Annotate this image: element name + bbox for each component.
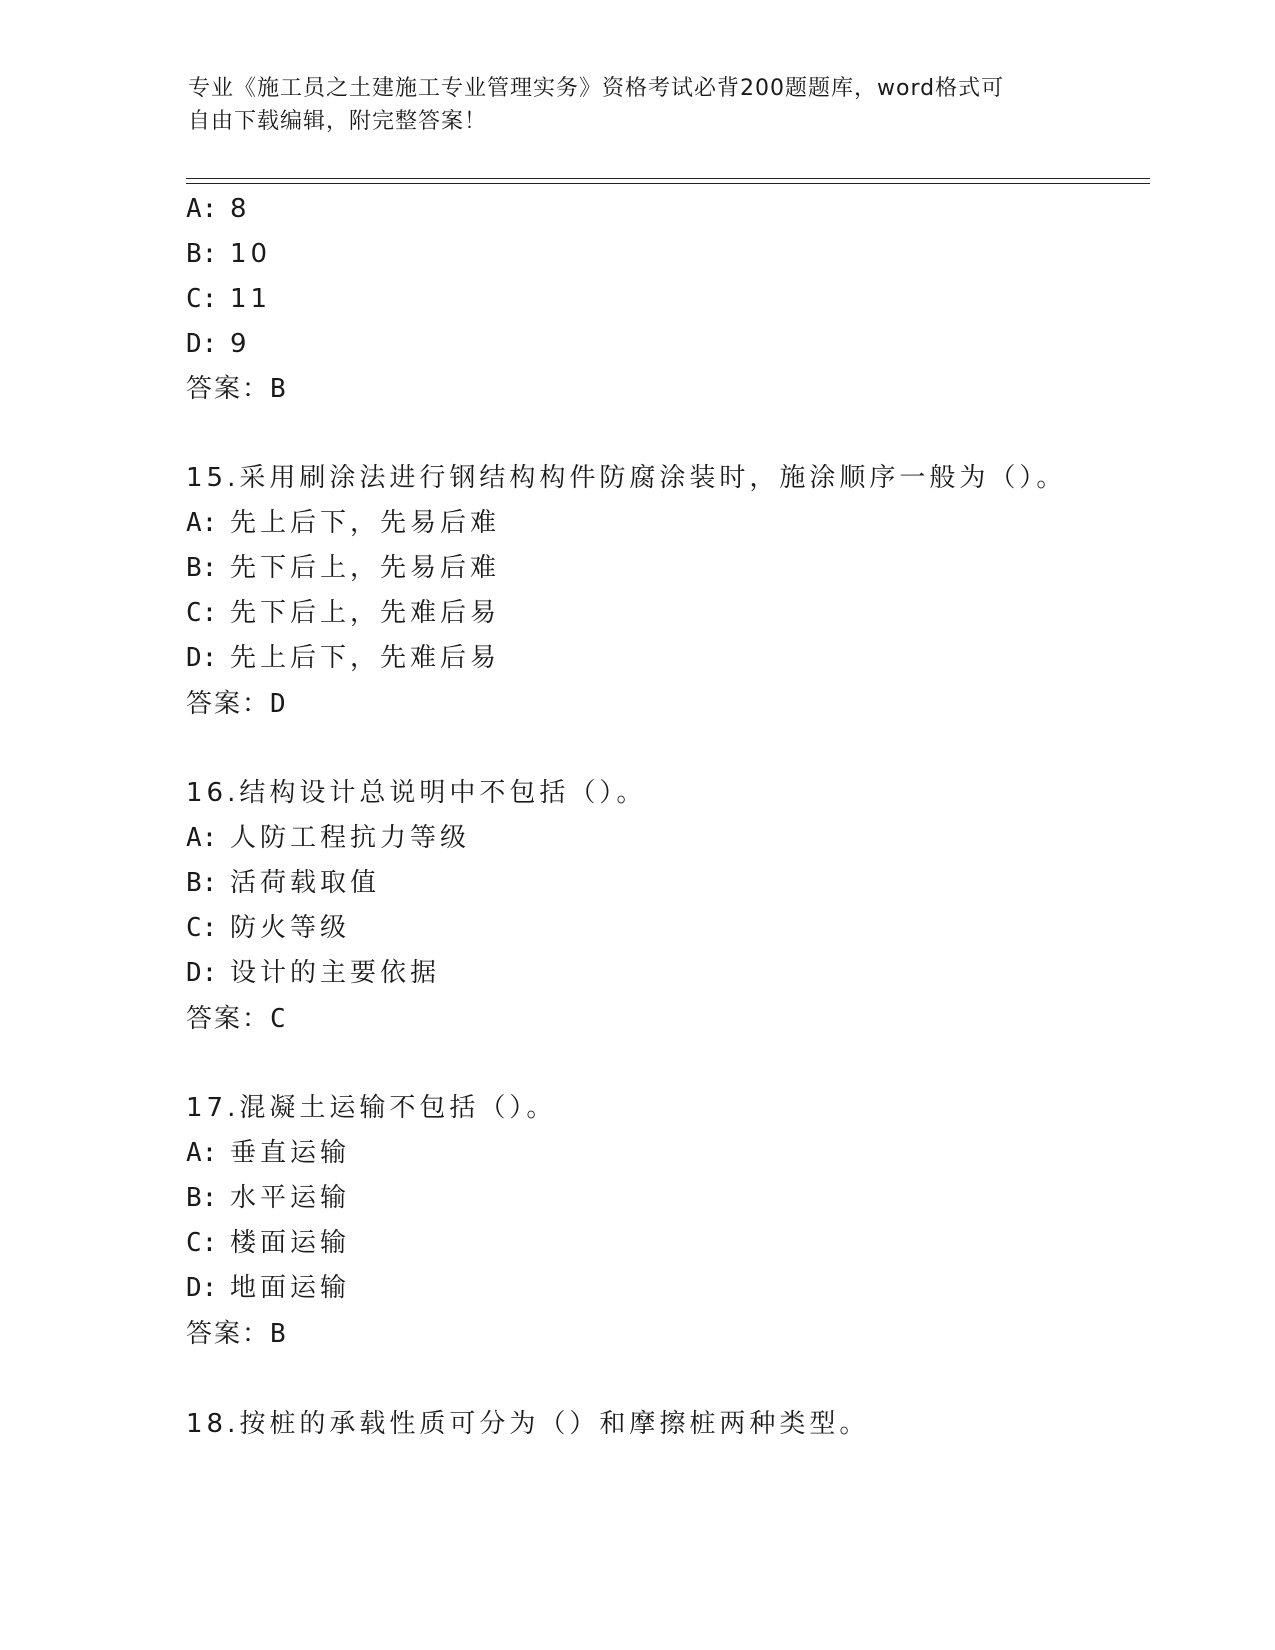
q15-question: 15.采用刷涂法进行钢结构构件防腐涂装时，施涂顺序一般为（）。 (186, 463, 1067, 493)
option-text: 人防工程抗力等级 (230, 823, 471, 853)
option-key: C: (186, 1228, 218, 1258)
q17-option-c (186, 1227, 350, 1259)
option-text: 活荷载取值 (230, 868, 381, 898)
option-key: A: (186, 823, 218, 853)
q14-answer (186, 373, 286, 405)
option-text: 楼面运输 (230, 1228, 351, 1258)
option-key: B: (186, 1183, 218, 1213)
answer-label: 答案： (186, 1004, 271, 1034)
option-text: 9 (230, 329, 251, 359)
option-text: 先上后下，先易后难 (230, 508, 501, 538)
option-key: C: (186, 284, 218, 314)
option-text: 设计的主要依据 (230, 958, 441, 988)
option-text: 水平运输 (230, 1183, 351, 1213)
q17-option-a (186, 1137, 350, 1169)
document-header (188, 72, 1068, 138)
answer-label: 答案： (186, 374, 271, 404)
option-key: A: (186, 194, 218, 224)
answer-value: B (270, 374, 286, 404)
q15-answer (186, 688, 286, 720)
option-key: B: (186, 868, 218, 898)
q17-question: 17.混凝土运输不包括（）。 (186, 1093, 557, 1123)
option-text: 先下后上，先难后易 (230, 598, 501, 628)
header-line-2: 自由下载编辑，附完整答案！ (188, 109, 488, 134)
q18-question: 18.按桩的承载性质可分为（）和摩擦桩两种类型。 (186, 1409, 870, 1439)
q15-option-c (186, 597, 500, 629)
option-text: 防火等级 (230, 913, 351, 943)
answer-value: D (270, 689, 286, 719)
option-text: 先上后下，先难后易 (230, 643, 501, 673)
answer-value: B (270, 1319, 286, 1349)
option-key: B: (186, 239, 218, 269)
header-rule-top (186, 178, 1150, 179)
q15-option-d (186, 642, 500, 674)
q16-option-a (186, 822, 470, 854)
q14-option-b (186, 238, 271, 270)
option-text: 先下后上，先易后难 (230, 553, 501, 583)
option-key: D: (186, 643, 218, 673)
option-key: A: (186, 1138, 218, 1168)
answer-value: C (270, 1004, 286, 1034)
option-key: D: (186, 1273, 218, 1303)
q14-option-c (186, 283, 271, 315)
answer-label: 答案： (186, 689, 271, 719)
q14-option-a (186, 193, 251, 225)
option-key: A: (186, 508, 218, 538)
q15-option-a (186, 507, 500, 539)
option-key: C: (186, 598, 218, 628)
option-key: D: (186, 958, 218, 988)
q17-answer (186, 1318, 286, 1350)
q16-answer (186, 1003, 286, 1035)
q16-option-c (186, 912, 350, 944)
q17-option-d (186, 1272, 350, 1304)
q16-option-b (186, 867, 380, 899)
option-key: C: (186, 913, 218, 943)
header-rule-bottom (186, 183, 1150, 184)
option-key: D: (186, 329, 218, 359)
option-text: 10 (230, 239, 272, 269)
option-text: 11 (230, 284, 272, 314)
option-text: 地面运输 (230, 1273, 351, 1303)
option-key: B: (186, 553, 218, 583)
q16-option-d (186, 957, 440, 989)
answer-label: 答案： (186, 1319, 271, 1349)
q16-question: 16.结构设计总说明中不包括（）。 (186, 778, 647, 808)
q15-option-b (186, 552, 500, 584)
q17-option-b (186, 1182, 350, 1214)
option-text: 垂直运输 (230, 1138, 351, 1168)
header-line-1: 专业《施工员之土建施工专业管理实务》资格考试必背200题题库，word格式可 (188, 76, 1005, 101)
q14-option-d (186, 328, 251, 360)
option-text: 8 (230, 194, 251, 224)
